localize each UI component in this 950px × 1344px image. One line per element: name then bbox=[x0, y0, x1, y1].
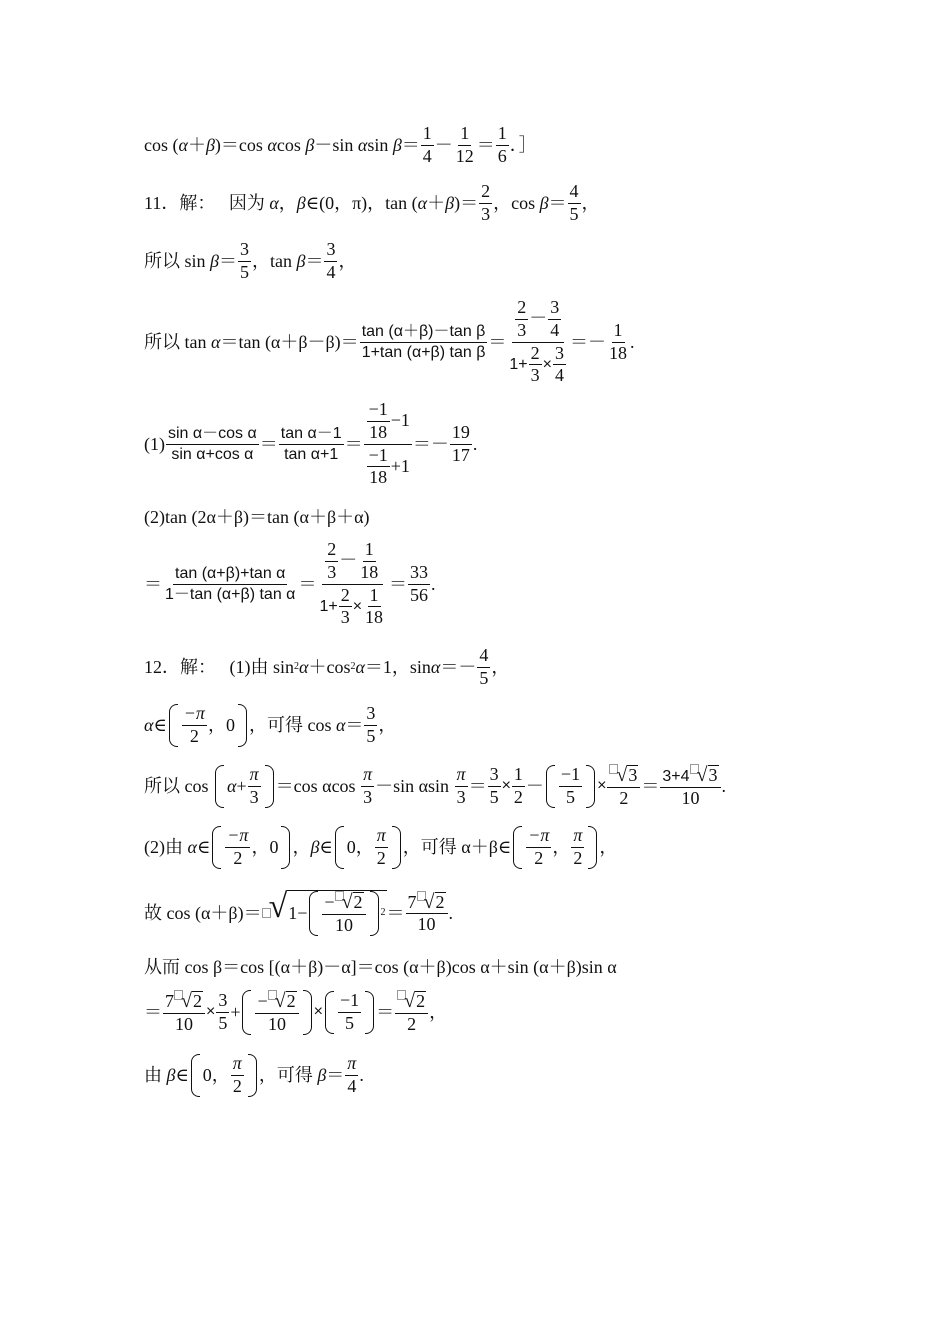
fraction: $\frac{3}{4}$ bbox=[326, 239, 336, 282]
fraction: $\frac{\text{sin α－cos α}}{\text{sin α+cos α}}$ bbox=[168, 425, 257, 463]
q12-line-2: α ∈ $\frac{-\pi}{2}$ ， 0 ，可得 cos α ＝ $\frac{3}{5}$ ， bbox=[144, 703, 397, 746]
q11-part-2: (2)tan (2α＋β)＝tan (α＋β＋α) bbox=[144, 507, 370, 527]
q11-part-2-calc: ＝ $\frac{\text{tan (α+β)+tan α}}{\text{1－tan (α+β) tan α}}$ ＝ $\frac{2}{3}$ － $\frac{1}{18}$ 1+ $\frac{2}{3}$ × $\frac{1}{18}$ ＝ $\frac{33}{56}$ . bbox=[144, 539, 436, 628]
q12-line-1: 12．解： (1)由 sin 2 α ＋cos 2 α ＝1，sin α ＝－ $\frac{4}{5}$ ， bbox=[144, 645, 510, 688]
line-1: cos ( α ＋ β )＝cos α cos β －sin α sin β ＝ $\frac{1}{4}$ － $\frac{1}{12}$ ＝ $\frac{1}{6}$ ．］ bbox=[144, 123, 537, 166]
fraction: $\frac{4}{5}$ bbox=[479, 645, 489, 688]
paren-group: α + $\frac{\pi}{3}$ bbox=[215, 765, 274, 808]
fraction: $\frac{\text{tan α－1}}{\text{tan α+1}}$ bbox=[280, 425, 342, 463]
fraction: $\frac{19}{17}$ bbox=[451, 421, 470, 465]
q11-line-2: 所以 sin β ＝ $\frac{3}{5}$ ，tan β ＝ $\frac{3}{4}$ ， bbox=[144, 239, 357, 282]
fraction: 7 √ 2 10 bbox=[406, 891, 448, 936]
q11-part-1: (1) $\frac{\text{sin α－cos α}}{\text{sin α+cos α}}$ ＝ $\frac{\text{tan α－1}}{\text{tan α+1}}$ ＝ $\frac{-1}{18}$ −1 $\frac{-1}{18}$ +1 ＝ － $\frac{19}{17}$ . bbox=[144, 399, 478, 488]
q12-line-8: 由 β ∈ 0 ， $\frac{\pi}{2}$ ，可得 β ＝ $\frac{\pi}{4}$ . bbox=[144, 1053, 364, 1096]
question-label: 11．解： bbox=[144, 193, 216, 214]
compound-fraction: $\frac{-1}{18}$ −1 $\frac{-1}{18}$ +1 bbox=[364, 400, 412, 488]
fraction: $\frac{\pi}{3}$ bbox=[456, 764, 466, 807]
compound-fraction: $\frac{2}{3}$ － $\frac{3}{4}$ 1+ $\frac{2}{3}$ × $\frac{3}{4}$ bbox=[509, 297, 564, 386]
fraction: $\frac{1}{12}$ bbox=[455, 123, 474, 166]
fraction: $\frac{1}{4}$ bbox=[422, 123, 432, 166]
fraction: $\frac{\pi}{3}$ bbox=[363, 764, 373, 807]
fraction: $\frac{1}{18}$ bbox=[609, 319, 627, 363]
q12-line-5: 故 cos (α＋β)＝ √ 1− − √ 2 10 2 ＝ 7 √ 2 10 . bbox=[144, 888, 454, 935]
q12-line-3: 所以 cos α + $\frac{\pi}{3}$ ＝cos αcos $\frac{\pi}{3}$ －sin αsin $\frac{\pi}{3}$ ＝ $\frac{3}{5}$ × $\frac{1}{2}$ － $\frac{-1}{5}$ × √ 3 2 ＝ 3+4 √ 3 10 . bbox=[144, 764, 727, 808]
fraction: $\frac{2}{3}$ bbox=[481, 181, 491, 224]
q12-line-6: 从而 cos β＝cos [(α＋β)－α]＝cos (α＋β)cos α＋sin (α＋β)sin α bbox=[144, 957, 617, 977]
fraction: √ 3 2 bbox=[607, 764, 640, 809]
question-label: 12．解： bbox=[144, 657, 216, 678]
fraction: $\frac{\text{tan (α+β)+tan α}}{\text{1－tan (α+β) tan α}}$ bbox=[165, 565, 296, 603]
q11-line-3: 所以 tan α ＝tan (α＋β－β)＝ $\frac{\text{tan (α＋β)－tan β}}{\text{1+tan (α+β) tan β}}$ ＝ $\frac{2}{3}$ － $\frac{3}{4}$ 1+ $\frac{2}{3}$ × $\frac{3}{4}$ ＝ － $\frac{1}{18}$ . bbox=[144, 297, 635, 386]
fraction: 3+4 √ 3 10 bbox=[660, 764, 720, 809]
fraction: $\frac{3}{5}$ bbox=[366, 703, 376, 746]
q12-line-7: ＝ 7 √ 2 10 × $\frac{3}{5}$ + − √ 2 10 × $\frac{-1}{5}$ ＝ √ 2 2 ， bbox=[144, 990, 448, 1034]
fraction: $\frac{1}{6}$ bbox=[497, 123, 507, 166]
q11-line-1: 11．解： 因为 α ， β ∈(0，π)，tan ( α ＋ β )＝ $\frac{2}{3}$ ，cos β ＝ $\frac{4}{5}$ ， bbox=[144, 181, 600, 224]
fraction: $\frac{4}{5}$ bbox=[569, 181, 579, 224]
square-root: √ 1− − √ 2 10 2 bbox=[268, 888, 386, 935]
interval: $\frac{-\pi}{2}$ ， 0 bbox=[169, 704, 247, 747]
compound-fraction: $\frac{2}{3}$ － $\frac{1}{18}$ 1+ $\frac{2}{3}$ × $\frac{1}{18}$ bbox=[319, 539, 384, 628]
fraction: $\frac{\text{tan (α＋β)－tan β}}{\text{1+tan (α+β) tan β}}$ bbox=[361, 323, 486, 361]
fraction: $\frac{3}{5}$ bbox=[239, 239, 249, 282]
fraction: $\frac{33}{56}$ bbox=[410, 561, 429, 605]
q12-line-4: (2)由 α ∈ $\frac{-\pi}{2}$ ， 0 ， β ∈ 0 ， $\frac{\pi}{2}$ ，可得 α＋β∈ $\frac{-\pi}{2}$ ， $\frac{\pi}{2}$ ， bbox=[144, 825, 618, 868]
